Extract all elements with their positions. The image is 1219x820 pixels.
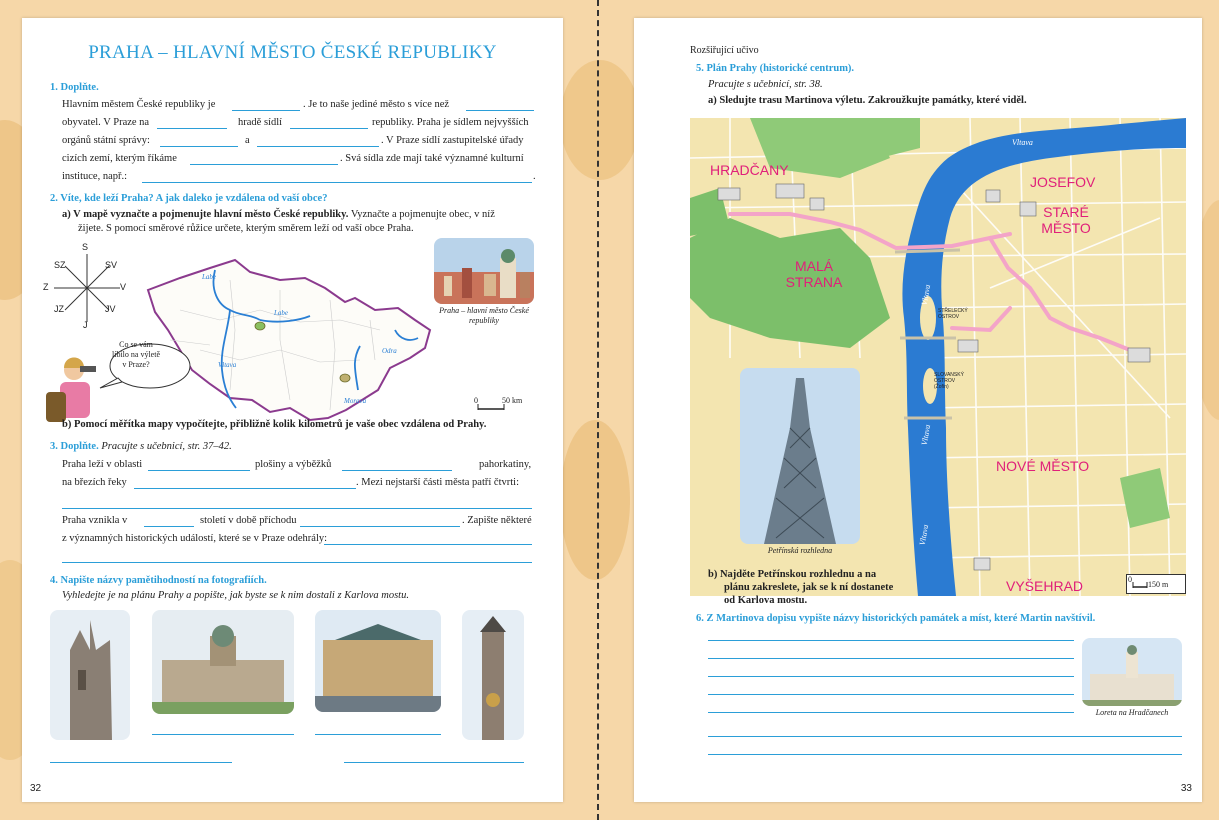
q1-text: hradě sídlí — [238, 117, 283, 128]
compass-sv: SV — [105, 260, 118, 270]
q1-text: . Svá sídla zde mají také významné kulturní — [340, 153, 524, 164]
map-label-nove-mesto: NOVÉ MĚSTO — [996, 458, 1090, 474]
q1-text: republiky. Praha je sídlem nejvyšších — [372, 117, 529, 128]
map-label-vysehrad: VYŠEHRAD — [1006, 578, 1084, 594]
river-label: Labe — [274, 309, 288, 317]
q3-blank-2[interactable] — [342, 470, 452, 471]
scale-150m: 150 m — [1148, 580, 1169, 589]
q1-blank-1[interactable] — [232, 110, 300, 111]
q2-heading: 2. Víte, kde leží Praha? A jak daleko je vzdálena od vaší obce? — [50, 193, 328, 204]
q1-text: . Je to naše jediné město s více než — [303, 99, 450, 110]
right-page — [634, 18, 1202, 802]
river-label: Vltava — [919, 423, 933, 446]
q3-text: z významných historických událostí, které se v Praze odehrály: — [62, 533, 328, 544]
loreta-caption: Loreta na Hradčanech — [1095, 708, 1169, 717]
compass-v: V — [120, 282, 127, 292]
scale-50km: 50 km — [502, 396, 523, 405]
q1-blank-3[interactable] — [157, 128, 227, 129]
q6-blank-7[interactable] — [708, 754, 1182, 755]
compass-jv: JV — [105, 304, 116, 314]
q4-blank-1[interactable] — [50, 762, 232, 763]
q3-blank-5[interactable] — [144, 526, 194, 527]
river-label: Vltava — [917, 523, 931, 546]
q1-text: Hlavním městem České republiky je — [62, 99, 216, 110]
praha-photo — [434, 238, 534, 304]
photo-st-vitus-cathedral — [50, 610, 130, 740]
q5-ref: Pracujte s učebnicí, str. 38. — [708, 79, 823, 90]
q1-blank-6[interactable] — [257, 146, 379, 147]
compass-jz: JZ — [54, 304, 64, 314]
q3-ref: Pracujte s učebnicí, str. 37–42. — [101, 441, 232, 452]
photo-national-theatre — [315, 610, 441, 712]
q5a-text: a) Sledujte trasu Martinova výletu. Zakroužkujte památky, které viděl. — [708, 95, 1027, 106]
speech-bubble-text: Co se vám líbilo na výletě v Praze? — [112, 340, 160, 369]
q6-blank-6[interactable] — [708, 736, 1182, 737]
river-label: Morava — [344, 397, 367, 405]
q3-text: Praha leží v oblasti — [62, 459, 143, 470]
q3-text: pahorkatiny, — [479, 459, 532, 470]
q4-blank-3[interactable] — [315, 734, 441, 735]
q1-blank-4[interactable] — [290, 128, 368, 129]
q3-text: . Zapište některé — [462, 515, 532, 526]
q4-blank-2[interactable] — [152, 734, 294, 735]
q1-blank-2[interactable] — [466, 110, 534, 111]
q4-blank-4[interactable] — [344, 762, 524, 763]
river-label: Labe — [202, 273, 216, 281]
q1-text: . — [533, 171, 536, 182]
q3-heading: 3. Doplňte. — [50, 441, 99, 452]
river-label: Vltava — [218, 361, 237, 369]
q3-text: na březích řeky — [62, 477, 127, 488]
q1-blank-7[interactable] — [190, 164, 338, 165]
q1-text: a — [245, 135, 250, 146]
photo-old-town-hall-tower — [462, 610, 524, 740]
q6-blank-4[interactable] — [708, 694, 1074, 695]
map-label-josefov: JOSEFOV — [1030, 174, 1096, 190]
compass-s: S — [82, 242, 89, 252]
map-label-mala-strana: MALÁ STRANA — [785, 258, 843, 290]
q3-blank-6[interactable] — [300, 526, 460, 527]
q3-text: plošiny a výběžků — [255, 459, 332, 470]
praha-photo-caption: Praha – hlavní město České republiky — [439, 306, 529, 325]
q5b-line3: od Karlova mostu. — [724, 595, 808, 606]
compass-j: J — [83, 320, 88, 330]
scale-0: 0 — [474, 396, 478, 405]
river-label: Vltava — [919, 283, 933, 306]
q1-text: instituce, např.: — [62, 171, 128, 182]
q2a-bold: a) V mapě vyznačte a pojmenujte hlavní město České republiky. — [62, 209, 349, 220]
q3-text: Praha vznikla v — [62, 515, 128, 526]
photo-national-museum — [152, 610, 294, 714]
q6-blank-2[interactable] — [708, 658, 1074, 659]
island-label: SLOVANSKÝ OSTROV (Žofín) — [934, 372, 964, 390]
q1-blank-8[interactable] — [142, 182, 532, 183]
q1-text: cizích zemí, kterým říkáme — [62, 153, 177, 164]
q6-blank-5[interactable] — [708, 712, 1074, 713]
petrin-tower-caption: Petřínská rozhledna — [767, 546, 833, 555]
compass-z: Z — [43, 282, 49, 292]
page-fold-line — [597, 0, 599, 820]
q3-text: . Mezi nejstarší části města patří čtvrti: — [356, 477, 519, 488]
scale-0: 0 — [1128, 575, 1132, 584]
q6-blank-1[interactable] — [708, 640, 1074, 641]
q3-blank-7[interactable] — [324, 544, 532, 545]
q2b-text: b) Pomocí měřítka mapy vypočítejte, přibližně kolik kilometrů je vaše obec vzdálena od Prahy. — [62, 419, 487, 430]
q2a-line2: žijete. S pomocí směrové růžice určete, kterým směrem leží od vaší obce Praha. — [78, 223, 414, 234]
q6-heading: 6. Z Martinova dopisu vypište názvy historických památek a míst, které Martin navštívil. — [696, 613, 1096, 624]
q3-blank-4[interactable] — [62, 508, 532, 509]
q5b-line1: b) Najděte Petřínskou rozhlednu a na — [708, 569, 877, 580]
q1-text: obyvatel. V Praze na — [62, 117, 150, 128]
left-page — [22, 18, 563, 802]
q6-blank-3[interactable] — [708, 676, 1074, 677]
q5-heading: 5. Plán Prahy (historické centrum). — [696, 63, 855, 74]
compass-sz: SZ — [54, 260, 66, 270]
q1-text: orgánů státní správy: — [62, 135, 150, 146]
q3-blank-8[interactable] — [62, 562, 532, 563]
page-number-left: 32 — [30, 783, 42, 794]
q3-blank-3[interactable] — [134, 488, 356, 489]
q3-blank-1[interactable] — [148, 470, 250, 471]
map-label-stare-mesto: STARÉ MĚSTO — [1041, 204, 1091, 236]
q2a-rest: Vyznačte a pojmenujte obec, v níž — [348, 209, 495, 220]
q4-sub: Vyhledejte je na plánu Prahy a popište, jak byste se k nim dostali z Karlova mostu. — [62, 590, 409, 601]
page-title: PRAHA – HLAVNÍ MĚSTO ČESKÉ REPUBLIKY — [88, 42, 497, 63]
q3-text: století v době příchodu — [200, 515, 297, 526]
q1-blank-5[interactable] — [160, 146, 238, 147]
map-label-hradcany: HRADČANY — [710, 162, 789, 178]
river-label: Odra — [382, 347, 397, 355]
loreta-photo — [1082, 638, 1182, 706]
island-label: STŘELECKÝ OSTROV — [938, 308, 968, 320]
page-number-right: 33 — [1180, 783, 1192, 794]
q4-heading: 4. Napište názvy pamětihodností na fotografiích. — [50, 575, 267, 586]
q5b-line2: plánu zakreslete, jak se k ní dostanete — [724, 582, 894, 593]
q1-text: . V Praze sídlí zastupitelské úřady — [381, 135, 524, 146]
extended-curriculum-label: Rozšiřující učivo — [690, 45, 759, 56]
petrin-tower-photo — [740, 368, 860, 544]
river-label: Vltava — [1012, 138, 1033, 147]
q1-heading: 1. Doplňte. — [50, 82, 99, 93]
